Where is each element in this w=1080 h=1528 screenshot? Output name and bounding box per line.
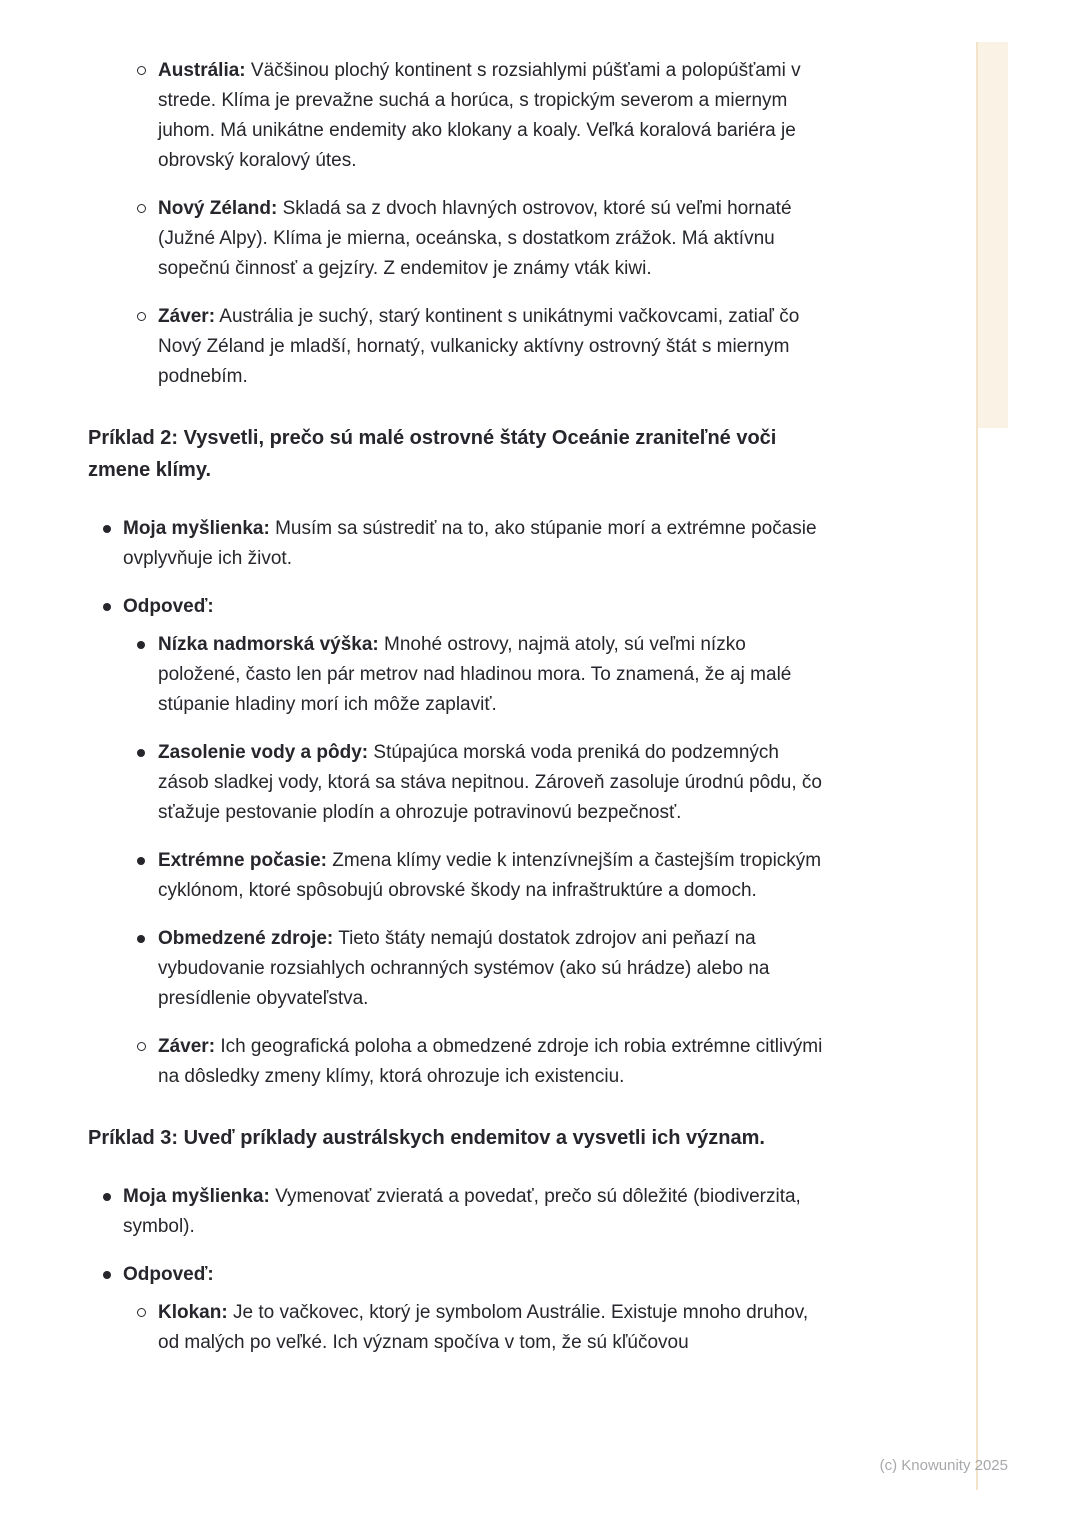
document-content — [88, 56, 833, 1358]
item-label: Obmedzené zdroje: — [158, 928, 334, 949]
item-label: Moja myšlienka: — [123, 518, 270, 539]
continent-comparison-list — [88, 56, 833, 392]
item-label: Zasolenie vody a pôdy: — [158, 742, 369, 763]
item-text: Mnohé ostrovy, najmä atoly, sú veľmi nízko položené, často len pár metrov nad hladinou mora. To znamená, že aj malé stúpanie hladiny morí ich môže zaplaviť. — [158, 634, 792, 715]
list-item-australia — [88, 56, 833, 176]
priklad3-top-list — [88, 1182, 833, 1290]
priklad2-top-list — [88, 514, 833, 622]
item-text: Tieto štáty nemajú dostatok zdrojov ani peňazí na vybudovanie rozsiahlych ochranných systémov (ako sú hrádze) alebo na presídlenie obyvateľstva. — [158, 928, 770, 1009]
item-label: Klokan: — [158, 1302, 228, 1323]
priklad3-answer-list — [88, 1298, 833, 1358]
section-heading-priklad-3: Príklad 3: Uveď príklady austrálskych endemitov a vysvetli ich význam. — [88, 1127, 765, 1149]
disc-bullet-icon — [103, 1271, 111, 1279]
list-item-kangaroo — [88, 1298, 833, 1358]
item-label: Austrália: — [158, 60, 246, 81]
priklad2-answer-list — [88, 630, 833, 1092]
section-heading-priklad-2: Príklad 2: Vysvetli, prečo sú malé ostrovné štáty Oceánie zraniteľné voči zmene klímy. — [88, 427, 777, 481]
item-text: Austrália je suchý, starý kontinent s unikátnymi vačkovcami, zatiaľ čo Nový Zéland je mladší, hornatý, vulkanicky aktívny ostrovný štát s miernym podnebím. — [158, 306, 800, 387]
list-item-new-zealand — [88, 194, 833, 284]
copyright-watermark: (c) Knowunity 2025 — [879, 1457, 1008, 1474]
disc-bullet-icon — [137, 641, 145, 649]
item-label: Odpoveď: — [123, 596, 214, 617]
disc-bullet-icon — [103, 603, 111, 611]
list-item-extreme-weather — [88, 846, 833, 906]
page-edge-stripe — [978, 42, 1008, 428]
disc-bullet-icon — [137, 935, 145, 943]
item-label: Nízka nadmorská výška: — [158, 634, 379, 655]
circle-bullet-icon — [137, 204, 146, 213]
item-text: Ich geografická poloha a obmedzené zdroje ich robia extrémne citlivými na dôsledky zmeny klímy, ktorá ohrozuje ich existenciu. — [158, 1036, 823, 1087]
item-text: Skladá sa z dvoch hlavných ostrovov, ktoré sú veľmi hornaté (Južné Alpy). Klíma je mierna, oceánska, s dostatkom zrážok. Má aktívnu sopečnú činnosť a gejzíry. Z endemitov je známy vták kiwi. — [158, 198, 792, 279]
disc-bullet-icon — [103, 1193, 111, 1201]
item-label: Odpoveď: — [123, 1264, 214, 1285]
disc-bullet-icon — [137, 749, 145, 757]
list-item-answer — [88, 1260, 833, 1290]
item-text: Je to vačkovec, ktorý je symbolom Austrálie. Existuje mnoho druhov, od malých po veľké. Ich význam spočíva v tom, že sú kľúčovou — [158, 1302, 809, 1353]
item-text: Stúpajúca morská voda preniká do podzemných zásob sladkej vody, ktorá sa stáva nepitnou. Zároveň zasoluje úrodnú pôdu, čo sťažuje pestovanie plodín a ohrozuje potravinovú bezpečnosť. — [158, 742, 822, 823]
list-item-low-elevation — [88, 630, 833, 720]
circle-bullet-icon — [137, 1042, 146, 1051]
disc-bullet-icon — [137, 857, 145, 865]
item-text: Vymenovať zvieratá a povedať, prečo sú dôležité (biodiverzita, symbol). — [123, 1186, 801, 1237]
circle-bullet-icon — [137, 1308, 146, 1317]
circle-bullet-icon — [137, 66, 146, 75]
item-label: Moja myšlienka: — [123, 1186, 270, 1207]
disc-bullet-icon — [103, 525, 111, 533]
list-item-answer — [88, 592, 833, 622]
item-text: Väčšinou plochý kontinent s rozsiahlymi púšťami a polopúšťami v strede. Klíma je prevažne suchá a horúca, s tropickým severom a miernym juhom. Má unikátne endemity ako klokany a koaly. Veľká koralová bariéra je obrovský koralový útes. — [158, 60, 801, 171]
list-item-my-thought — [88, 1182, 833, 1242]
item-text: Musím sa sústrediť na to, ako stúpanie morí a extrémne počasie ovplyvňuje ich život. — [123, 518, 817, 569]
list-item-salinization — [88, 738, 833, 828]
list-item-my-thought — [88, 514, 833, 574]
circle-bullet-icon — [137, 312, 146, 321]
list-item-conclusion — [88, 1032, 833, 1092]
item-label: Nový Zéland: — [158, 198, 278, 219]
item-label: Extrémne počasie: — [158, 850, 327, 871]
list-item-conclusion — [88, 302, 833, 392]
item-text: Zmena klímy vedie k intenzívnejším a častejším tropickým cyklónom, ktoré spôsobujú obrovské škody na infraštruktúre a domoch. — [158, 850, 822, 901]
list-item-limited-resources — [88, 924, 833, 1014]
item-label: Záver: — [158, 306, 216, 327]
item-label: Záver: — [158, 1036, 216, 1057]
